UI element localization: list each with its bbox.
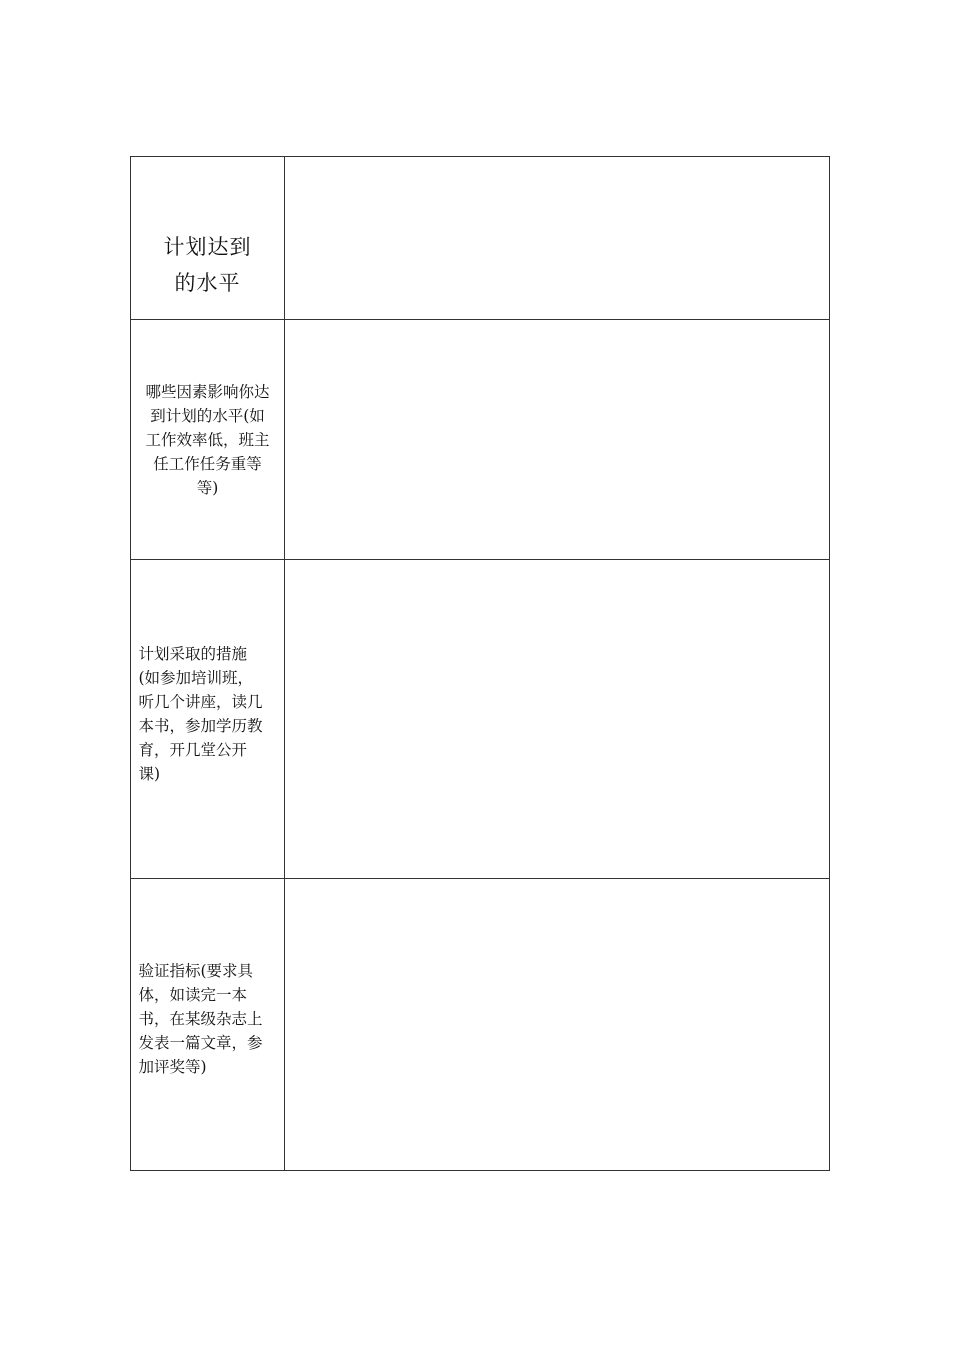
form-row-planned-measures [131, 560, 830, 879]
value-cell-planned-measures[interactable] [285, 560, 830, 879]
form-row-verification-indicators [131, 879, 830, 1171]
label-influencing-factors: 哪些因素影响你达 到计划的水平(如 工作效率低，班主 任工作任务重等 等) [145, 382, 270, 497]
form-row-influencing-factors [131, 320, 830, 560]
label-cell-influencing-factors [131, 320, 285, 560]
label-target-level: 计划达到 的水平 [163, 235, 252, 295]
value-cell-target-level[interactable] [285, 157, 830, 320]
label-cell-target-level [131, 157, 285, 320]
label-verification-indicators: 验证指标(要求具 体，如读完一本 书，在某级杂志上 发表一篇文章，参 加评奖等) [138, 962, 263, 1076]
label-planned-measures: 计划采取的措施 (如参加培训班， 听几个讲座，读几 本书，参加学历教 育，开几堂公开 课) [138, 645, 263, 783]
label-cell-planned-measures [131, 560, 285, 879]
value-cell-influencing-factors[interactable] [285, 320, 830, 560]
value-cell-verification-indicators[interactable] [285, 879, 830, 1171]
form-row-target-level [131, 157, 830, 320]
label-cell-verification-indicators [131, 879, 285, 1171]
plan-form-table [130, 156, 830, 1171]
